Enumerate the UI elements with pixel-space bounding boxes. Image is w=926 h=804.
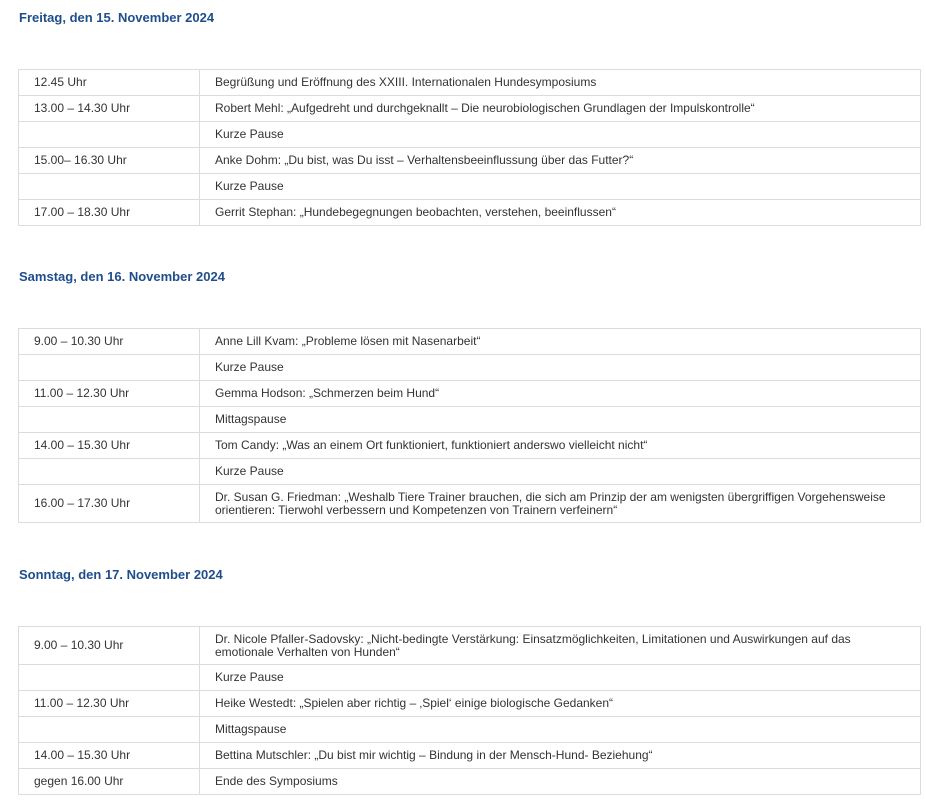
session-cell: Ende des Symposiums: [200, 769, 921, 795]
session-cell: Tom Candy: „Was an einem Ort funktioniert, funktioniert anderswo vielleicht nicht“: [200, 433, 921, 459]
time-cell: [19, 717, 200, 743]
session-cell: Anne Lill Kvam: „Probleme lösen mit Nasenarbeit“: [200, 329, 921, 355]
session-cell: Kurze Pause: [200, 459, 921, 485]
table-row: [19, 691, 921, 717]
table-row: [19, 717, 921, 743]
time-cell: [19, 122, 200, 148]
session-cell: Mittagspause: [200, 407, 921, 433]
time-cell: [19, 459, 200, 485]
time-cell: 11.00 – 12.30 Uhr: [19, 381, 200, 407]
time-cell: [19, 407, 200, 433]
time-cell: 16.00 – 17.30 Uhr: [19, 485, 200, 523]
session-cell: Kurze Pause: [200, 174, 921, 200]
table-row: [19, 459, 921, 485]
table-row: [19, 200, 921, 226]
table-row: [19, 433, 921, 459]
schedule-table-sunday: [18, 626, 921, 795]
table-row: [19, 485, 921, 523]
time-cell: [19, 665, 200, 691]
time-cell: 9.00 – 10.30 Uhr: [19, 329, 200, 355]
time-cell: 12.45 Uhr: [19, 70, 200, 96]
table-row: [19, 665, 921, 691]
session-cell: Anke Dohm: „Du bist, was Du isst – Verhaltensbeeinflussung über das Futter?“: [200, 148, 921, 174]
time-cell: gegen 16.00 Uhr: [19, 769, 200, 795]
table-row: [19, 70, 921, 96]
session-cell: Dr. Nicole Pfaller-Sadovsky: „Nicht-bedingte Verstärkung: Einsatzmöglichkeiten, Limitationen und Auswirkungen auf das emotionale Verhalten von Hunden“: [200, 627, 921, 665]
table-row: [19, 743, 921, 769]
time-cell: 9.00 – 10.30 Uhr: [19, 627, 200, 665]
session-cell: Kurze Pause: [200, 355, 921, 381]
day-heading-saturday: Samstag, den 16. November 2024: [19, 269, 225, 284]
session-cell: Robert Mehl: „Aufgedreht und durchgeknallt – Die neurobiologischen Grundlagen der Impulskontrolle“: [200, 96, 921, 122]
session-cell: Dr. Susan G. Friedman: „Weshalb Tiere Trainer brauchen, die sich am Prinzip der am wenigsten übergriffigen Vorgehensweise orientieren: Tierwohl verbessern und Kompetenzen von Trainern verfeinern“: [200, 485, 921, 523]
table-row: [19, 122, 921, 148]
time-cell: [19, 174, 200, 200]
table-row: [19, 355, 921, 381]
table-row: [19, 148, 921, 174]
time-cell: [19, 355, 200, 381]
session-cell: Begrüßung und Eröffnung des XXIII. Internationalen Hundesymposiums: [200, 70, 921, 96]
table-row: [19, 329, 921, 355]
session-cell: Heike Westedt: „Spielen aber richtig – ‚Spiel‘ einige biologische Gedanken“: [200, 691, 921, 717]
time-cell: 14.00 – 15.30 Uhr: [19, 433, 200, 459]
time-cell: 15.00– 16.30 Uhr: [19, 148, 200, 174]
table-row: [19, 96, 921, 122]
table-row: [19, 407, 921, 433]
session-cell: Gerrit Stephan: „Hundebegegnungen beobachten, verstehen, beeinflussen“: [200, 200, 921, 226]
session-cell: Kurze Pause: [200, 665, 921, 691]
time-cell: 13.00 – 14.30 Uhr: [19, 96, 200, 122]
session-cell: Bettina Mutschler: „Du bist mir wichtig – Bindung in der Mensch-Hund- Beziehung“: [200, 743, 921, 769]
table-row: [19, 627, 921, 665]
time-cell: 17.00 – 18.30 Uhr: [19, 200, 200, 226]
time-cell: 14.00 – 15.30 Uhr: [19, 743, 200, 769]
session-cell: Mittagspause: [200, 717, 921, 743]
table-row: [19, 381, 921, 407]
schedule-table-saturday: [18, 328, 921, 523]
table-row: [19, 769, 921, 795]
session-cell: Gemma Hodson: „Schmerzen beim Hund“: [200, 381, 921, 407]
session-cell: Kurze Pause: [200, 122, 921, 148]
table-row: [19, 174, 921, 200]
day-heading-sunday: Sonntag, den 17. November 2024: [19, 567, 223, 582]
time-cell: 11.00 – 12.30 Uhr: [19, 691, 200, 717]
schedule-table-friday: [18, 69, 921, 226]
day-heading-friday: Freitag, den 15. November 2024: [19, 10, 215, 25]
